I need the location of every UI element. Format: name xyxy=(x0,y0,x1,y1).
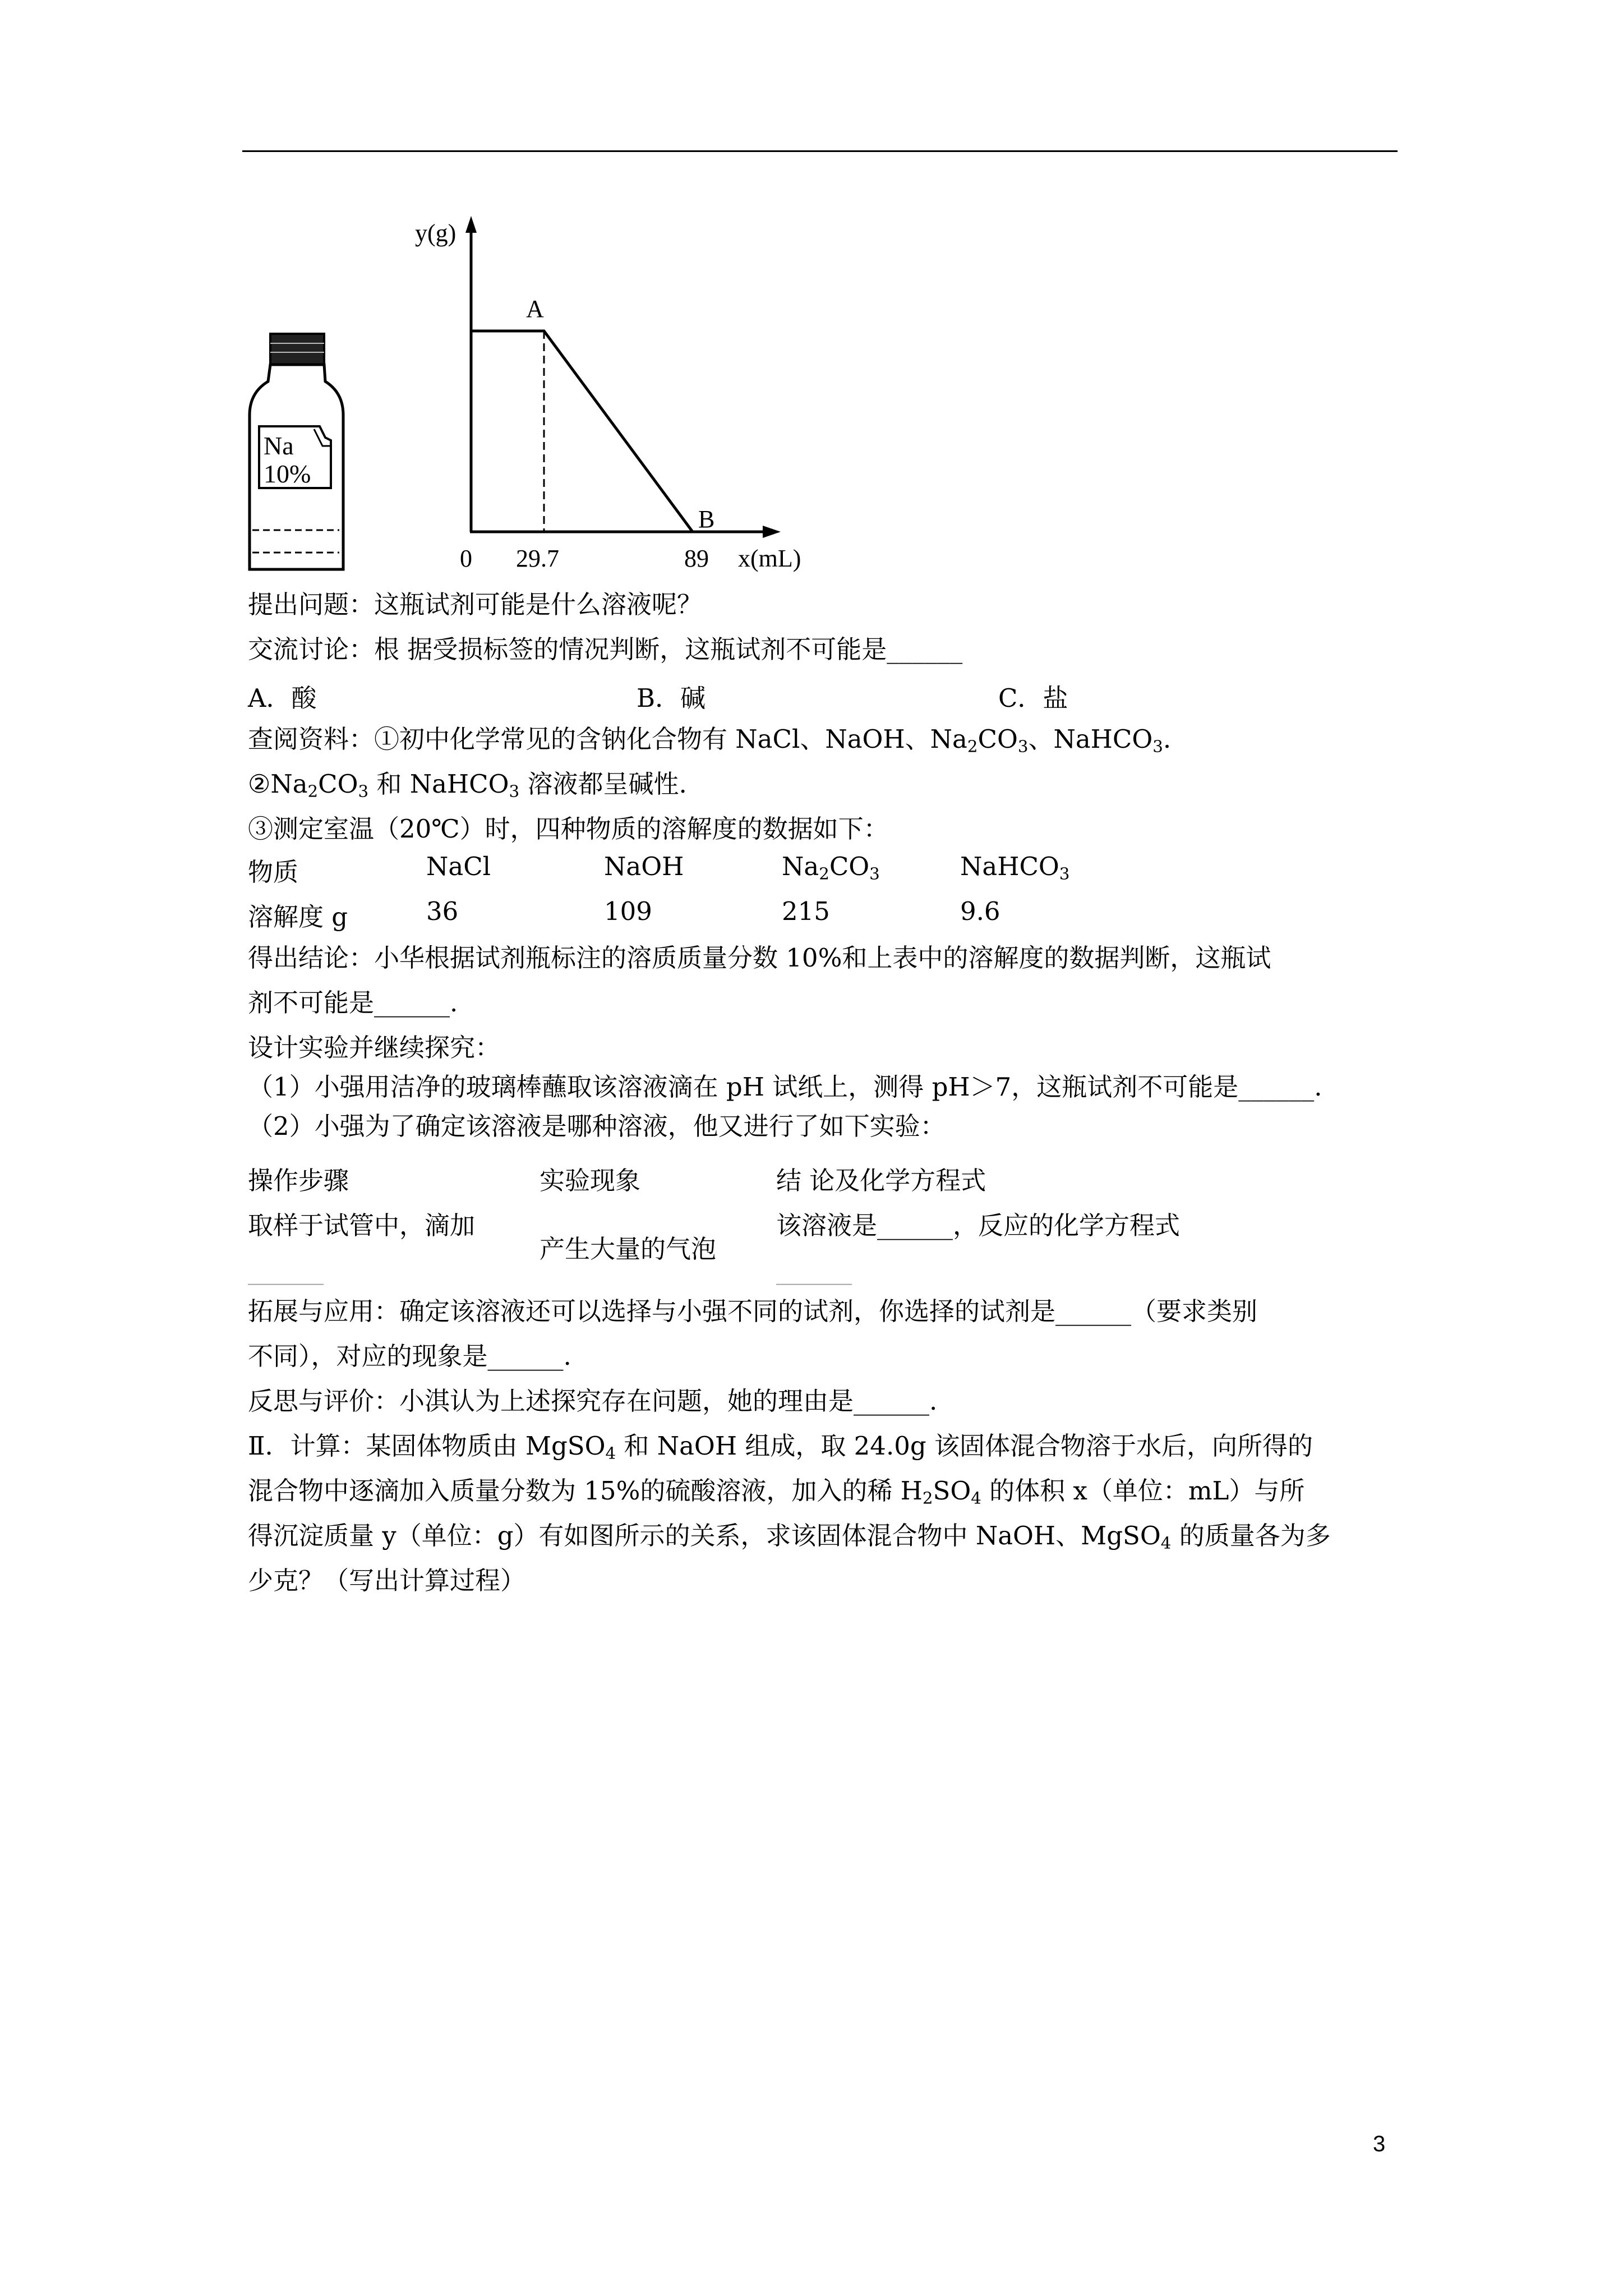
exp-header-phenomenon: 实验现象 xyxy=(540,1166,641,1195)
value-nahco3: 9.6 xyxy=(960,896,1000,926)
reference-2: $②Na_2CO_3$ 和 NaHCO$_3$ 溶液都呈碱性. xyxy=(248,769,687,801)
bottle-label-percent: 10% xyxy=(264,459,311,488)
reference-1: 查阅资料：①初中化学常见的含钠化合物有 NaCl、NaOH、$Na_2CO_3$、NaHCO$_3$. xyxy=(248,724,1172,756)
option-a: A．酸 xyxy=(248,683,317,713)
value-nacl: 36 xyxy=(426,896,459,926)
header-rule xyxy=(242,150,1398,152)
question-pose: 提出问题：这瓶试剂可能是什么溶液呢？ xyxy=(248,590,703,619)
col-naoh: NaOH xyxy=(604,852,684,881)
exp-cell-phenomenon: 产生大量的气泡 xyxy=(540,1234,717,1264)
extension-line-1: 拓展与应用：确定该溶液还可以选择与小强不同的试剂，你选择的试剂是______（要求类别 xyxy=(248,1296,1258,1326)
solubility-header-label: 物质 xyxy=(248,857,299,887)
exp-cell-step-blank: ______ xyxy=(248,1255,324,1285)
value-naoh: 109 xyxy=(604,896,652,926)
reference-3: ③测定室温（20℃）时，四种物质的溶解度的数据如下： xyxy=(248,814,889,844)
discussion-line: 交流讨论：根 据受损标签的情况判断，这瓶试剂不可能是______ xyxy=(248,634,963,664)
conclusion-line-2: 剂不可能是______. xyxy=(248,988,458,1018)
exp-cell-conclusion-blank: ______ xyxy=(776,1255,852,1285)
origin-label: 0 xyxy=(460,545,472,572)
col-nahco3: NaHCO$_3$ xyxy=(960,852,1070,884)
exp-cell-conclusion: 该溶液是______，反应的化学方程式 xyxy=(776,1211,1181,1240)
point-a-label: A xyxy=(526,295,544,323)
step-2: （2）小强为了确定该溶液是哪种溶液，他又进行了如下实验： xyxy=(248,1111,946,1141)
solubility-row-label: 溶解度 g xyxy=(248,902,348,932)
step-1: （1）小强用洁净的玻璃棒蘸取该溶液滴在 pH 试纸上，测得 pH＞7，这瓶试剂不可能是______. xyxy=(248,1072,1322,1102)
exp-header-conclusion: 结 论及化学方程式 xyxy=(776,1166,986,1195)
precipitate-graph xyxy=(404,213,830,578)
option-c: C．盐 xyxy=(998,683,1068,713)
x-axis-arrow xyxy=(763,526,781,538)
x-axis-label: x(mL) xyxy=(738,545,801,572)
series-line xyxy=(471,331,693,532)
y-axis-label: y(g) xyxy=(415,219,457,247)
y-axis-arrow xyxy=(465,216,477,233)
calc-line-2: 混合物中逐滴加入质量分数为 15%的硫酸溶液，加入的稀 $H_2SO_4$ 的体积 x（单位：mL）与所 xyxy=(248,1476,1305,1508)
x-tick-89: 89 xyxy=(684,545,709,572)
exp-header-step: 操作步骤 xyxy=(248,1166,349,1195)
extension-line-2: 不同），对应的现象是______. xyxy=(248,1341,571,1371)
bottle-label-na: Na xyxy=(264,431,294,460)
col-nacl: NaCl xyxy=(426,852,491,881)
exp-cell-step: 取样于试管中，滴加 xyxy=(248,1211,476,1240)
value-na2co3: 215 xyxy=(782,896,830,926)
reflection-line: 反思与评价：小淇认为上述探究存在问题，她的理由是______. xyxy=(248,1386,938,1416)
calc-line-1: Ⅱ．计算：某固体物质由 MgSO$_4$ 和 NaOH 组成，取 24.0g 该固体混合物溶于水后，向所得的 xyxy=(248,1431,1313,1463)
reagent-bottle-figure xyxy=(247,331,348,572)
option-b: B．碱 xyxy=(637,683,706,713)
calc-line-4: 少克？（写出计算过程） xyxy=(248,1566,526,1595)
page-number: 3 xyxy=(1373,2132,1386,2156)
col-na2co3: $Na_2CO_3$ xyxy=(782,852,880,884)
calc-line-3: 得沉淀质量 y（单位：g）有如图所示的关系，求该固体混合物中 NaOH、MgSO$_4$ 的质量各为多 xyxy=(248,1521,1331,1553)
x-tick-29-7: 29.7 xyxy=(516,545,559,572)
conclusion-line-1: 得出结论：小华根据试剂瓶标注的溶质质量分数 10%和上表中的溶解度的数据判断，这瓶试 xyxy=(248,943,1271,973)
design-heading: 设计实验并继续探究： xyxy=(248,1033,501,1062)
point-b-label: B xyxy=(698,505,715,533)
